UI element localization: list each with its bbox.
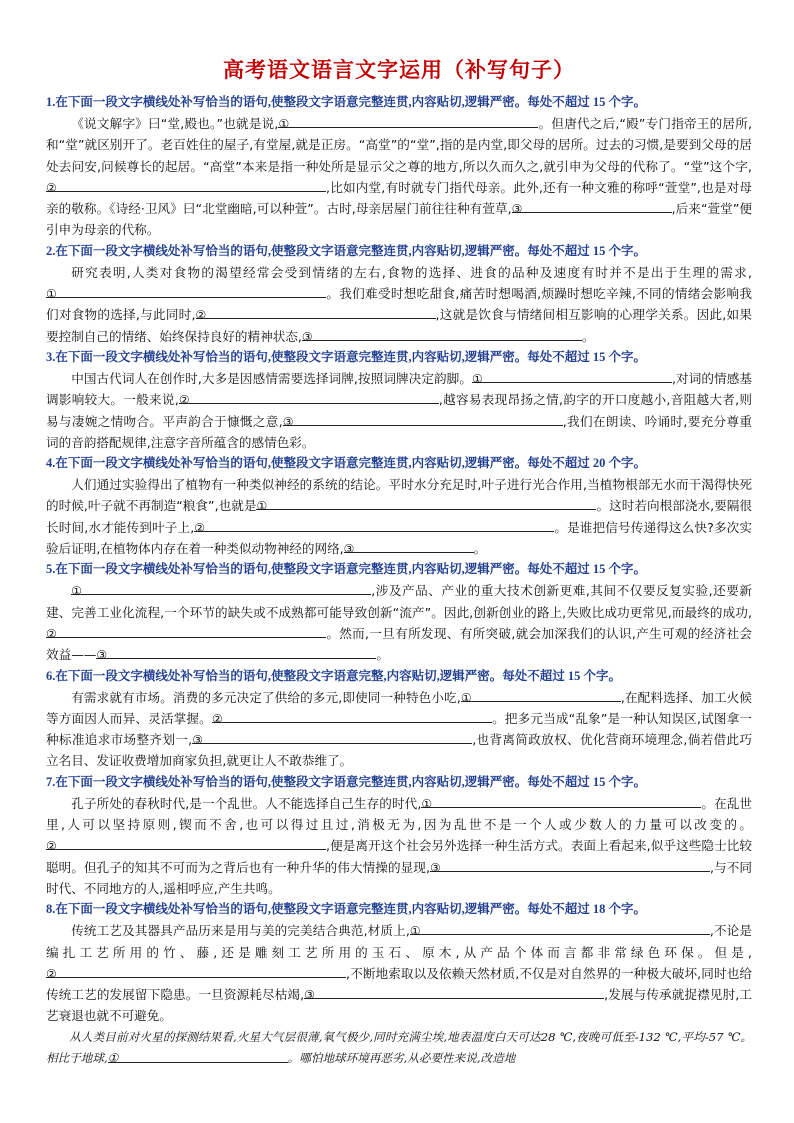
answer-blank[interactable]: ③ xyxy=(512,198,672,213)
answer-blank[interactable]: ① xyxy=(461,687,621,702)
answer-blank[interactable]: ③ xyxy=(192,729,472,744)
question-heading: 4.在下面一段文字横线处补写恰当的语句,使整段文字语意完整连贯,内容贴切,逻辑严密。每处不超过 20 个字。 xyxy=(46,456,647,471)
question-heading: 5.在下面一段文字横线处补写恰当的语句,使整段文字语意完整连贯,内容贴切,逻辑严密。每处不超过 15 个字。 xyxy=(46,562,647,577)
answer-blank[interactable]: ③ xyxy=(302,326,582,341)
answer-blank[interactable]: ② xyxy=(46,835,326,850)
answer-blank[interactable]: ② xyxy=(179,389,439,404)
question-passage: 传统工艺及其器具产品历来是用与美的完美结合典范,材质上,① ,不论是编扎工艺所用的竹、藤,还是雕刻工艺所用的玉石、原木,从产品个体而言都非常绿色环保。但是,② ,不断地索取以及依赖天然材质,不仅是对自然界的一种极大破坏,同时也给传统工艺的发展留下隐患。一旦资源耗尽枯竭,③ ,发展与传承就捉襟见肘,工艺衰退也就不可避免。 xyxy=(46,920,752,1026)
document-page xyxy=(46,56,752,1069)
question-heading: 8.在下面一段文字横线处补写恰当的语句,使整段文字语意完整连贯,内容贴切,逻辑严密。每处不超过 18 个字。 xyxy=(46,902,647,917)
answer-blank[interactable]: ① xyxy=(108,1048,288,1063)
question-passage: 中国古代词人在创作时,大多是因感情需要选择词牌,按照词牌决定韵脚。① ,对词的情感基调影响较大。一般来说,② ,越容易表现昂扬之情,韵字的开口度越小,音阻越大者,则易与凄婉之情吻合。平声韵合于慷慨之意,③ ,我们在朗读、吟诵时,要充分尊重词的音韵搭配规律,注意字音所蕴含的感情色彩。 xyxy=(46,368,752,453)
question-passage: 有需求就有市场。消费的多元决定了供给的多元,即使同一种特色小吃,① ,在配料选择、加工火候等方面因人而异、灵活掌握。② 。把多元当成“乱象”是一种认知误区,试图拿一种标准追求市场整齐划一,③ ,也背离简政放权、优化营商环境理念,倘若借此巧立名目、发证收费增加商家负担,就更让人不敢恭维了。 xyxy=(46,687,752,772)
question-5 xyxy=(46,559,752,665)
question-heading: 3.在下面一段文字横线处补写恰当的语句,使整段文字语意完整连贯,内容贴切,逻辑严密。每处不超过 15 个字。 xyxy=(46,349,647,364)
answer-blank[interactable]: ① xyxy=(410,920,710,935)
question-heading: 6.在下面一段文字横线处补写恰当的语句,使整段文字语意完整,内容贴切,逻辑严密。每处不超过 15 个字。 xyxy=(46,668,622,683)
question-passage: 人们通过实验得出了植物有一种类似神经的系统的结论。平时水分充足时,叶子进行光合作用,当植物根部无水而干渴得快死的时候,叶子就不再制造“粮食”,也就是① 。这时若向根部浇水,要隔很长时间,水才能传到叶子上,② 。是谁把信号传递得这么快?多次实验后证明,在植物体内存在着一种类似动物神经的网络,③ 。 xyxy=(46,477,752,557)
question-3 xyxy=(46,347,752,453)
question-passage: 《说文解字》曰“堂,殿也。”也就是说,① 。但唐代之后,“殿”专门指帝王的居所,和“堂”就区别开了。老百姓住的屋子,有堂屋,就是正房。“高堂”的“堂”,指的是内堂,即父母的居所。过去的习惯,是要到父母的居处去问安,问候尊长的起居。“高堂”本来是指一种处所是显示父之尊的地方,所以久而久之,就引申为父母的代称了。“堂”这个字,② ,比如内堂,有时就专门指代母亲。此外,还有一种文雅的称呼“萱堂”,也是对母亲的敬称。《诗经·卫风》曰“北堂幽暗,可以种萱”。古时,母亲居屋门前往往种有萱草,③ ,后来“萱堂”便引申为母亲的代称。 xyxy=(46,113,752,241)
answer-blank[interactable]: ② xyxy=(46,963,346,978)
answer-blank[interactable]: ② xyxy=(212,708,492,723)
answer-blank[interactable]: ① xyxy=(278,113,538,128)
question-6 xyxy=(46,666,752,772)
question-2 xyxy=(46,241,752,347)
question-heading: 1.在下面一段文字横线处补写恰当的语句,使整段文字语意完整连贯,内容贴切,逻辑严密。每处不超过 15 个字。 xyxy=(46,95,647,109)
question-1 xyxy=(46,92,752,241)
question-heading: 2.在下面一段文字横线处补写恰当的语句,使整段文字语意完整连贯,内容贴切,逻辑严密。每处不超过 15 个字。 xyxy=(46,243,647,258)
question-7 xyxy=(46,772,752,899)
question-passage: 孔子所处的春秋时代,是一个乱世。人不能选择自己生存的时代,① 。在乱世里,人可以坚持原则,锲而不舍,也可以得过且过,消极无为,因为乱世不是一个人或少数人的力量可以改变的。② ,便是离开这个社会另外选择一种生活方式。表面上看起来,似乎这些隐士比较聪明。但孔子的知其不可而为之背后也有一种升华的伟大情操的显现,③ ,与不同时代、不同地方的人,遥相呼应,产生共鸣。 xyxy=(46,793,752,899)
answer-blank[interactable]: ② xyxy=(196,304,436,319)
answer-blank[interactable]: ① xyxy=(421,793,701,808)
answer-blank[interactable]: ③ xyxy=(344,538,474,553)
answer-blank[interactable]: ② xyxy=(194,517,554,532)
question-passage: ① ,涉及产品、产业的重大技术创新更难,其间不仅要反复实验,还要新建、完善工业化流程,一个环节的缺失或不成熟都可能导致创新“流产”。因此,创新创业的路上,失败比成功更常见,而最终的成功,② 。然而,一旦有所发现、有所突破,就会加深我们的认识,产生可观的经济社会效益——③ 。 xyxy=(46,580,752,665)
answer-blank[interactable]: ③ xyxy=(430,857,710,872)
answer-blank[interactable]: ③ xyxy=(96,644,376,659)
answer-blank[interactable]: ③ xyxy=(304,984,604,999)
answer-blank[interactable]: ② xyxy=(46,623,326,638)
question-passage: 研究表明,人类对食物的渴望经常会受到情绪的左右,食物的选择、进食的品种及速度有时并不是出于生理的需求,① 。我们难受时想吃甜食,痛苦时想喝酒,烦躁时想吃辛辣,不同的情绪会影响我们对食物的选择,与此同时,② ,这就是饮食与情绪间相互影响的心理学关系。因此,如果要控制自己的情绪、始终保持良好的精神状态,③ 。 xyxy=(46,264,752,344)
answer-blank[interactable]: ① xyxy=(256,495,596,510)
question-heading: 7.在下面一段文字横线处补写恰当的语句,使整段文字语意完整连贯,内容贴切,逻辑严密。每处不超过 15 个字。 xyxy=(46,774,647,789)
answer-blank[interactable]: ① xyxy=(71,580,371,595)
page-title: 高考语文语言文字运用（补写句子） xyxy=(223,58,575,82)
question-8 xyxy=(46,899,752,1026)
answer-blank[interactable]: ① xyxy=(472,368,672,383)
answer-blank[interactable]: ② xyxy=(46,177,326,192)
answer-blank[interactable]: ① xyxy=(46,283,326,298)
trailing-passage: 从人类目前对火星的探测结果看,火星大气层很薄,氧气极少,同时充满尘埃,地表温度白天可达28 ℃,夜晚可低至-132 ℃,平均-57 ℃。相比于地球,① 。哪怕地球环境再恶劣,从必要性来说,改造地 xyxy=(46,1029,752,1065)
answer-blank[interactable]: ③ xyxy=(283,411,563,426)
question-4 xyxy=(46,453,752,559)
